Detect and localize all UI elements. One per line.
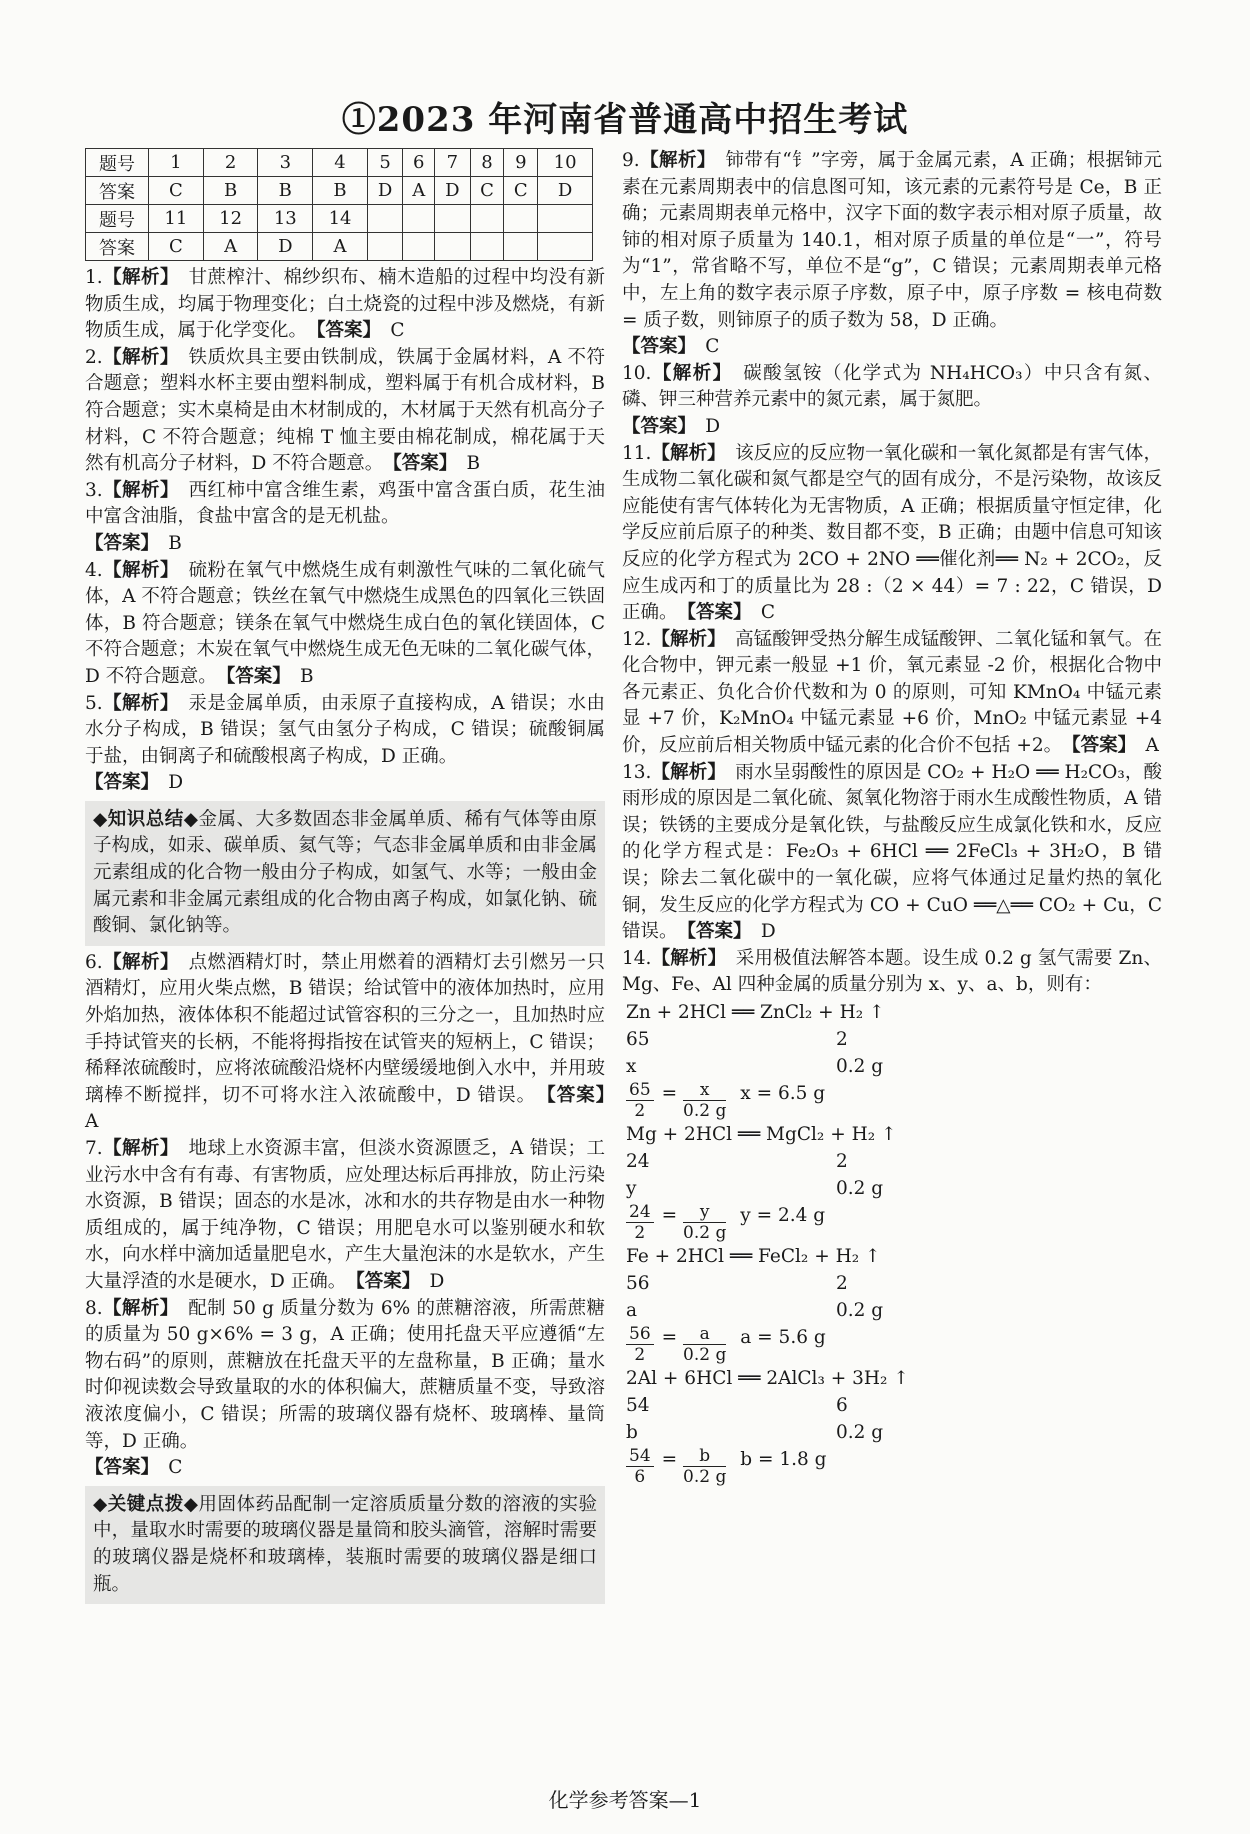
table-cell: 3 xyxy=(258,149,313,177)
question-9: 9.【解析】 铈带有“钅”字旁，属于金属元素，A 正确；根据铈元素在元素周期表中的信息图可知，该元素的元素符号是 Ce，B 正确；元素周期表单元格中，汉字下面的数字表示相对原子质量，故铈的相对原子质量为 140.1，相对原子质量的单位是“一”，符号为“1”，常省略不写，单位不是“g”，C 错误；元素周期表单元格中，左上角的数字表示原子序数，原子中，原子序数 = 核电荷数 = 质子数，则铈原子的质子数为 58，D 正确。 【答案】 C xyxy=(622,150,1162,358)
fraction: $\frac{y}{0.2 g}$ xyxy=(683,1202,727,1243)
key-tips-box: ◆关键点拨◆用固体药品配制一定溶质质量分数的溶液的实验中，量取水时需要的玻璃仪器是量筒和胶头滴管，溶解时需要的玻璃仪器是烧杯和玻璃棒，装瓶时需要的玻璃仪器是细口瓶。 xyxy=(85,1486,605,1604)
question-1: 1.【解析】 甘蔗榨汁、棉纱织布、楠木造船的过程中均没有新物质生成，均属于物理变化；白土烧瓷的过程中涉及燃烧，有新物质生成，属于化学变化。 【答案】 C xyxy=(85,267,605,342)
question-5: 5.【解析】 汞是金属单质，由汞原子直接构成，A 错误；水由水分子构成，B 错误；氢气由氢分子构成，C 错误；硫酸铜属于盐，由铜离子和硫酸根离子构成，D 正确。 【答案】 D xyxy=(85,692,605,794)
calculation-mg: Mg + 2HCl ══ MgCl₂ + H₂ ↑ 24 2 y 0.2 g $\frac{24}{2}$ = $\frac{y}{0.2 g}$ y = 2.4 g xyxy=(626,1121,1162,1243)
table-row xyxy=(86,149,593,177)
question-12: 12.【解析】 高锰酸钾受热分解生成锰酸钾、二氧化锰和氧气。在化合物中，钾元素一般显 +1 价，氧元素显 -2 价，根据化合物中各元素正、负化合价代数和为 0 的原则，可知 KMnO₄ 中锰元素显 +7 价，K₂MnO₄ 中锰元素显 +6 价，MnO₂ 中锰元素显 +4 价，反应前后相关物质中锰元素的化合价不包括 +2。 【答案】 A xyxy=(622,628,1162,757)
table-cell xyxy=(470,205,504,233)
table-cell: C xyxy=(470,177,504,205)
table-cell: C xyxy=(149,233,204,261)
fraction: $\frac{a}{0.2 g}$ xyxy=(683,1324,727,1365)
table-row xyxy=(86,233,593,261)
table-cell: 2 xyxy=(203,149,258,177)
table-cell: B xyxy=(313,177,368,205)
table-cell xyxy=(435,233,470,261)
table-cell: C xyxy=(149,177,204,205)
table-cell: 9 xyxy=(504,149,538,177)
table-cell: D xyxy=(367,177,402,205)
table-cell xyxy=(504,233,538,261)
table-cell: 6 xyxy=(403,149,435,177)
calculation-al: 2Al + 6HCl ══ 2AlCl₃ + 3H₂ ↑ 54 6 b 0.2 g $\frac{54}{6}$ = $\frac{b}{0.2 g}$ b = 1.8 g xyxy=(626,1365,1162,1487)
question-14: 14.【解析】 采用极值法解答本题。设生成 0.2 g 氢气需要 Zn、Mg、Fe、Al 四种金属的质量分别为 x、y、a、b，则有： xyxy=(622,947,1162,996)
table-cell: 题号 xyxy=(86,205,149,233)
table-cell: 8 xyxy=(470,149,504,177)
fraction: $\frac{b}{0.2 g}$ xyxy=(683,1446,727,1487)
table-cell xyxy=(435,205,470,233)
table-cell: 题号 xyxy=(86,149,149,177)
question-7: 7.【解析】 地球上水资源丰富，但淡水资源匮乏，A 错误；工业污水中含有有毒、有害物质，应处理达标后再排放，防止污染水资源，B 错误；固态的水是冰，冰和水的共存物是由水一种物质组成的，属于纯净物，C 错误；用肥皂水可以鉴别硬水和软水，向水样中滴加适量肥皂水，产生大量泡沫的水是软水，产生大量浮渣的水是硬水，D 正确。 【答案】 D xyxy=(85,1138,605,1292)
calculation-zn: Zn + 2HCl ══ ZnCl₂ + H₂ ↑ 65 2 x 0.2 g $\frac{65}{2}$ = $\frac{x}{0.2 g}$ x = 6.5 g xyxy=(626,999,1162,1121)
left-column xyxy=(85,148,605,1608)
question-6: 6.【解析】 点燃酒精灯时，禁止用燃着的酒精灯去引燃另一只酒精灯，应用火柴点燃，B 错误；给试管中的液体加热时，应用外焰加热，液体体积不能超过试管容积的三分之一，且加热时应手持试管夹的长柄，不能将拇指按在试管夹的短柄上，C 错误；稀释浓硫酸时，应将浓硫酸沿烧杯内壁缓缓地倒入水中，并用玻璃棒不断搅拌，切不可将水注入浓硫酸中，D 错误。 【答案】 A xyxy=(85,951,605,1133)
knowledge-summary-box: ◆知识总结◆金属、大多数固态非金属单质、稀有气体等由原子构成，如汞、碳单质、氦气等；气态非金属单质和由非金属元素组成的化合物一般由分子构成，如氢气、水等；一般由金属元素和非金属元素组成的化合物由离子构成，如氯化钠、硫酸铜、氯化钠等。 xyxy=(85,801,605,946)
table-cell: 12 xyxy=(203,205,258,233)
table-cell xyxy=(538,205,593,233)
fraction: $\frac{54}{6}$ xyxy=(626,1446,654,1487)
fraction: $\frac{x}{0.2 g}$ xyxy=(683,1080,727,1121)
table-cell xyxy=(538,233,593,261)
table-cell: 14 xyxy=(313,205,368,233)
question-11: 11.【解析】 该反应的反应物一氧化碳和一氧化氮都是有害气体，生成物二氧化碳和氮气都是空气的固有成分，不是污染物，故该反应能使有害气体转化为无害物质，A 正确；根据质量守恒定律，化学反应前后原子的种类、数目都不变，B 正确；由题中信息可知该反应的化学方程式为 2CO + 2NO ══催化剂══ N₂ + 2CO₂，反应生成丙和丁的质量比为 28 :（2 × 44）= 7 : 22，C 错误，D 正确。 【答案】 C xyxy=(622,442,1162,624)
calculation-fe: Fe + 2HCl ══ FeCl₂ + H₂ ↑ 56 2 a 0.2 g $\frac{56}{2}$ = $\frac{a}{0.2 g}$ a = 5.6 g xyxy=(626,1243,1162,1365)
table-cell: 11 xyxy=(149,205,204,233)
table-cell: 13 xyxy=(258,205,313,233)
table-cell xyxy=(367,205,402,233)
equation: Fe + 2HCl ══ FeCl₂ + H₂ ↑ xyxy=(626,1246,881,1267)
table-cell: A xyxy=(203,233,258,261)
table-cell xyxy=(470,233,504,261)
table-cell: 1 xyxy=(149,149,204,177)
question-10: 10.【解析】 碳酸氢铵（化学式为 NH₄HCO₃）中只含有氮、磷、钾三种营养元素中的氮元素，属于氮肥。 【答案】 D xyxy=(622,362,1162,437)
table-cell: A xyxy=(313,233,368,261)
question-13: 13.【解析】 雨水呈弱酸性的原因是 CO₂ + H₂O ══ H₂CO₃，酸雨形成的原因是二氧化硫、氮氧化物溶于雨水生成酸性物质，A 错误；铁锈的主要成分是氧化铁，与盐酸反应生成氯化铁和水，反应的化学方程式是：Fe₂O₃ + 6HCl ══ 2FeCl₃ + 3H₂O，B 错误；除去二氧化碳中的一氧化碳，应将气体通过足量灼热的氧化铜，发生反应的化学方程式为 CO + CuO ══△══ CO₂ + Cu，C 错误。 【答案】 D xyxy=(622,761,1162,943)
table-cell: D xyxy=(435,177,470,205)
table-cell: D xyxy=(258,233,313,261)
table-cell: 5 xyxy=(367,149,402,177)
table-cell: 7 xyxy=(435,149,470,177)
table-cell: B xyxy=(258,177,313,205)
table-row xyxy=(86,205,593,233)
table-cell xyxy=(403,205,435,233)
table-cell xyxy=(504,205,538,233)
table-cell: B xyxy=(203,177,258,205)
question-8: 8.【解析】 配制 50 g 质量分数为 6% 的蔗糖溶液，所需蔗糖的质量为 50 g×6% = 3 g，A 正确；使用托盘天平应遵循“左物右码”的原则，蔗糖放在托盘天平的左盘称量，B 正确；量水时仰视读数会导致量取的水的体积偏大，蔗糖质量不变，导致溶液浓度偏小，C 错误；所需的玻璃仪器有烧杯、玻璃棒、量筒等，D 正确。 【答案】 C xyxy=(85,1297,605,1479)
table-cell: 答案 xyxy=(86,177,149,205)
table-cell: 4 xyxy=(313,149,368,177)
equation: Zn + 2HCl ══ ZnCl₂ + H₂ ↑ xyxy=(626,1002,885,1023)
table-cell: 10 xyxy=(538,149,593,177)
question-2: 2.【解析】 铁质炊具主要由铁制成，铁属于金属材料，A 不符合题意；塑料水杯主要由塑料制成，塑料属于有机合成材料，B 符合题意；实木桌椅是由木材制成的，木材属于天然有机高分子材料，C 不符合题意；纯棉 T 恤主要由棉花制成，棉花属于天然有机高分子材料，D 不符合题意。 【答案】 B xyxy=(85,346,605,475)
table-cell: 答案 xyxy=(86,233,149,261)
table-cell xyxy=(403,233,435,261)
page-footer: 化学参考答案—1 xyxy=(548,1788,702,1812)
right-column xyxy=(622,148,1162,1487)
page-title: ①2023 年河南省普通高中招生考试 xyxy=(341,100,909,140)
table-cell: D xyxy=(538,177,593,205)
table-cell: C xyxy=(504,177,538,205)
fraction: $\frac{65}{2}$ xyxy=(626,1080,654,1121)
question-4: 4.【解析】 硫粉在氧气中燃烧生成有刺激性气味的二氧化硫气体，A 不符合题意；铁丝在氧气中燃烧生成黑色的四氧化三铁固体，B 符合题意；镁条在氧气中燃烧生成白色的氧化镁固体，C 不符合题意；木炭在氧气中燃烧生成无色无味的二氧化碳气体，D 不符合题意。 【答案】 B xyxy=(85,559,605,687)
equation: Mg + 2HCl ══ MgCl₂ + H₂ ↑ xyxy=(626,1124,897,1145)
table-row xyxy=(86,177,593,205)
question-3: 3.【解析】 西红柿中富含维生素，鸡蛋中富含蛋白质，花生油中富含油脂，食盐中富含的是无机盐。 【答案】 B xyxy=(85,479,605,554)
fraction: $\frac{24}{2}$ xyxy=(626,1202,654,1243)
table-cell: A xyxy=(403,177,435,205)
equation: 2Al + 6HCl ══ 2AlCl₃ + 3H₂ ↑ xyxy=(626,1368,909,1389)
fraction: $\frac{56}{2}$ xyxy=(626,1324,654,1365)
answer-table xyxy=(85,148,593,261)
table-cell xyxy=(367,233,402,261)
